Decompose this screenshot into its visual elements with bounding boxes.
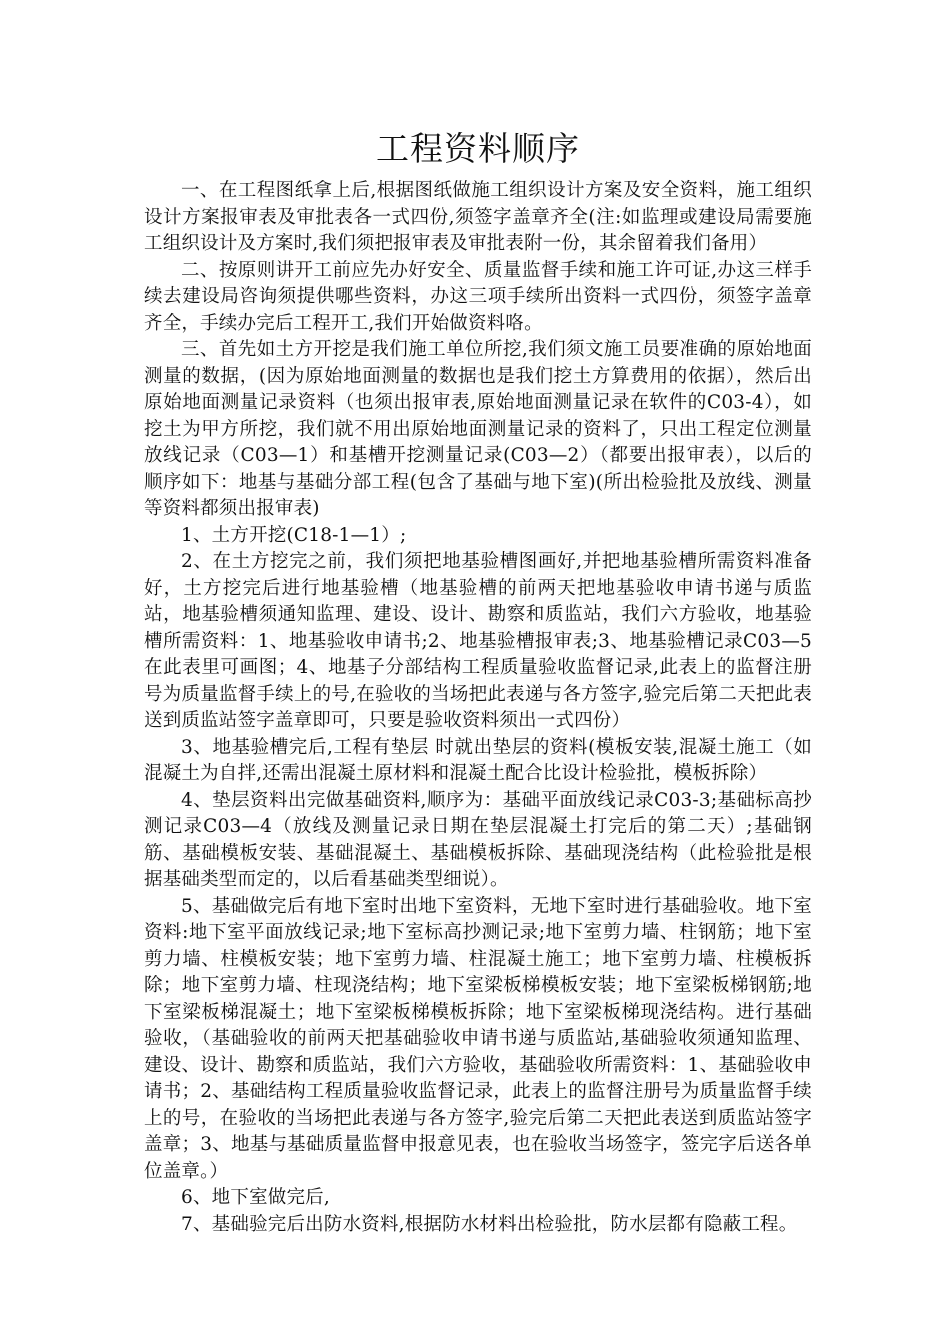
paragraph-1: 一、在工程图纸拿上后,根据图纸做施工组织设计方案及安全资料，施工组织设计方案报审表及审批表各一式四份,须签字盖章齐全(注:如监理或建设局需要施工组织设计及方案时,我们须把报审表及审批表附一份，其余留着我们备用） — [144, 180, 812, 254]
paragraph-9: 6、地下室做完后, — [181, 1187, 330, 1208]
paragraph-6: 3、地基验槽完后,工程有垫层 时就出垫层的资料(模板安装,混凝土施工（如混凝土为自拌,还需出混凝土原材料和混凝土配合比设计检验批，模板拆除） — [144, 736, 812, 784]
paragraph-3: 三、首先如土方开挖是我们施工单位所挖,我们须文施工员要准确的原始地面测量的数据，(因为原始地面测量的数据也是我们挖土方算费用的依据），然后出原始地面测量记录资料（也须出报审表,原始地面测量记录在软件的C03-4），如挖土为甲方所挖，我们就不用出原始地面测量记录的资料了，只出工程定位测量放线记录（C03—1）和基槽开挖测量记录(C03—2）（都要出报审表），以后的顺序如下：地基与基础分部工程(包含了基础与地下室)(所出检验批及放线、测量等资料都须出报审表) — [144, 339, 812, 519]
document-title: 工程资料顺序 — [376, 129, 580, 168]
paragraph-7: 4、垫层资料出完做基础资料,顺序为：基础平面放线记录C03-3;基础标高抄测记录C03—4（放线及测量记录日期在垫层混凝土打完后的第二天）;基础钢筋、基础模板安装、基础混凝土、基础模板拆除、基础现浇结构（此检验批是根据基础类型而定的，以后看基础类型细说）。 — [144, 789, 812, 890]
paragraph-5: 2、在土方挖完之前，我们须把地基验槽图画好,并把地基验槽所需资料准备好，土方挖完后进行地基验槽（地基验槽的前两天把地基验收申请书递与质监站，地基验槽须通知监理、建设、设计、勘察和质监站，我们六方验收，地基验槽所需资料：1、地基验收申请书;2、地基验槽报审表;3、地基验槽记录C03—5在此表里可画图；4、地基子分部结构工程质量验收监督记录,此表上的监督注册号为质量监督手续上的号,在验收的当场把此表递与各方签字,验完后第二天把此表送到质监站签字盖章即可，只要是验收资料须出一式四份） — [144, 551, 812, 731]
paragraph-4: 1、土方开挖(C18-1—1）; — [181, 524, 407, 546]
paragraph-2: 二、按原则讲开工前应先办好安全、质量监督手续和施工许可证,办这三样手续去建设局咨询须提供哪些资料，办这三项手续所出资料一式四份，须签字盖章齐全，手续办完后工程开工,我们开始做资料咯。 — [144, 259, 812, 334]
paragraph-10: 7、基础验完后出防水资料,根据防水材料出检验批，防水层都有隐蔽工程。 — [181, 1213, 798, 1235]
paragraph-8: 5、基础做完后有地下室时出地下室资料，无地下室时进行基础验收。地下室资料:地下室平面放线记录;地下室标高抄测记录;地下室剪力墙、柱钢筋；地下室剪力墙、柱模板安装；地下室剪力墙、柱混凝土施工；地下室剪力墙、柱模板拆除；地下室剪力墙、柱现浇结构；地下室梁板梯模板安装；地下室梁板梯钢筋;地下室梁板梯混凝土；地下室梁板梯模板拆除；地下室梁板梯现浇结构。进行基础验收，（基础验收的前两天把基础验收申请书递与质监站,基础验收须通知监理、建设、设计、勘察和质监站，我们六方验收，基础验收所需资料：1、基础验收申请书；2、基础结构工程质量验收监督记录，此表上的监督注册号为质量监督手续上的号，在验收的当场把此表递与各方签字,验完后第二天把此表送到质监站签字盖章；3、地基与基础质量监督申报意见表，也在验收当场签字，签完字后送各单位盖章。） — [144, 895, 812, 1182]
document-page — [144, 124, 812, 1238]
